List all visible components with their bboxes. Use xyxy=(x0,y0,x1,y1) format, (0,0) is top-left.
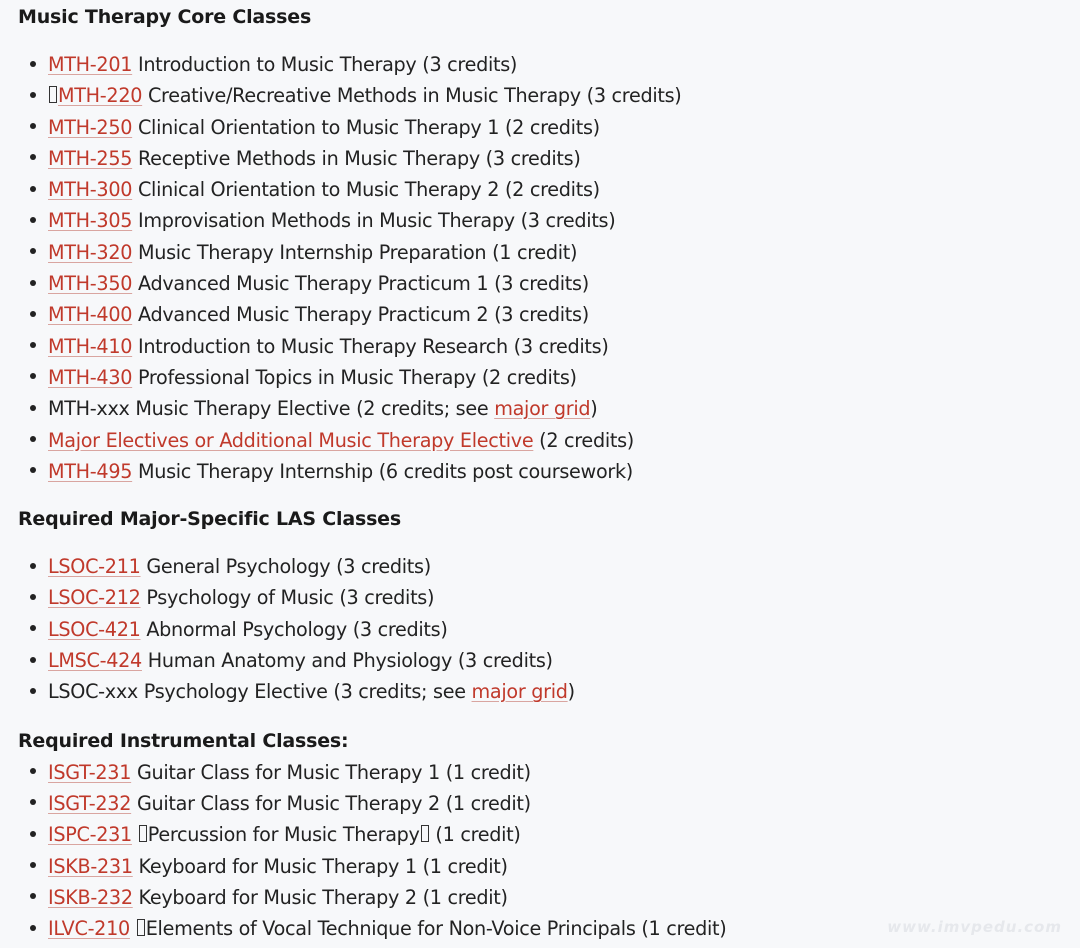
list-item xyxy=(30,299,1058,330)
course-desc: Percussion for Music Therapy xyxy=(147,823,420,847)
course-desc: Guitar Class for Music Therapy 2 (1 credit) xyxy=(131,791,531,815)
list-item xyxy=(30,393,1058,424)
course-link-mth-430[interactable]: MTH-430 xyxy=(48,365,133,389)
missing-glyph-icon xyxy=(139,825,147,842)
watermark: www.imvpedu.com xyxy=(887,918,1062,936)
spacer-text xyxy=(130,917,136,940)
list-item xyxy=(30,882,1058,913)
bullet-icon xyxy=(30,405,36,411)
bullet-icon xyxy=(30,467,36,473)
course-desc: Music Therapy Internship (6 credits post coursework) xyxy=(132,459,633,483)
bullet-icon xyxy=(30,625,36,631)
course-link-lmsc-424[interactable]: LMSC-424 xyxy=(48,649,142,673)
course-desc: Improvisation Methods in Music Therapy (3 credits) xyxy=(132,209,616,233)
list-item xyxy=(30,80,1058,111)
closing-paren: ) xyxy=(567,680,575,704)
course-desc: Keyboard for Music Therapy 1 (1 credit) xyxy=(132,854,508,878)
course-link-iskb-231[interactable]: ISKB-231 xyxy=(48,854,133,878)
course-desc: Psychology of Music (3 credits) xyxy=(140,586,435,610)
course-link-mth-300[interactable]: MTH-300 xyxy=(48,178,133,202)
course-link-mth-255[interactable]: MTH-255 xyxy=(48,146,133,170)
list-item xyxy=(30,788,1058,819)
course-desc: Human Anatomy and Physiology (3 credits) xyxy=(141,649,553,673)
course-link-mth-410[interactable]: MTH-410 xyxy=(48,334,133,358)
bullet-icon xyxy=(30,123,36,129)
course-link-isgt-232[interactable]: ISGT-232 xyxy=(48,791,132,815)
course-link-mth-220[interactable]: MTH-220 xyxy=(58,84,143,108)
closing-paren: ) xyxy=(590,397,598,421)
bullet-icon xyxy=(30,862,36,868)
las-course-list xyxy=(18,551,1058,707)
section-heading-las: Required Major-Specific LAS Classes xyxy=(18,508,401,531)
bullet-icon xyxy=(30,217,36,223)
section-heading-instrumental: Required Instrumental Classes: xyxy=(18,729,349,752)
bullet-icon xyxy=(30,831,36,837)
bullet-icon xyxy=(30,280,36,286)
course-desc: MTH-xxx Music Therapy Elective (2 credits; see xyxy=(48,397,495,421)
instrumental-course-list xyxy=(18,757,1058,945)
list-item xyxy=(30,143,1058,174)
course-link-mth-350[interactable]: MTH-350 xyxy=(48,272,133,296)
course-link-lsoc-212[interactable]: LSOC-212 xyxy=(48,586,141,610)
bullet-icon xyxy=(30,594,36,600)
course-desc: Introduction to Music Therapy Research (3 credits) xyxy=(132,334,609,358)
bullet-icon xyxy=(30,563,36,569)
bullet-icon xyxy=(30,436,36,442)
course-link-mth-250[interactable]: MTH-250 xyxy=(48,115,133,139)
list-item xyxy=(30,425,1058,456)
list-item xyxy=(30,645,1058,676)
course-desc: Clinical Orientation to Music Therapy 1 (2 credits) xyxy=(132,115,600,139)
list-item xyxy=(30,268,1058,299)
bullet-icon xyxy=(30,657,36,663)
bullet-icon xyxy=(30,688,36,694)
bullet-icon xyxy=(30,925,36,931)
course-link-mth-400[interactable]: MTH-400 xyxy=(48,303,133,327)
course-desc: Introduction to Music Therapy (3 credits) xyxy=(132,53,518,76)
course-link-iskb-232[interactable]: ISKB-232 xyxy=(48,885,133,909)
course-credit: (1 credit) xyxy=(429,823,521,847)
course-desc: Elements of Vocal Technique for Non-Voice Principals (1 credit) xyxy=(145,917,727,941)
bullet-icon xyxy=(30,799,36,805)
missing-glyph-icon xyxy=(421,825,429,842)
course-desc: Advanced Music Therapy Practicum 1 (3 credits) xyxy=(132,272,589,296)
missing-glyph-icon xyxy=(49,86,57,103)
course-desc: Clinical Orientation to Music Therapy 2 (2 credits) xyxy=(132,178,600,202)
course-link-lsoc-421[interactable]: LSOC-421 xyxy=(48,617,141,641)
list-item xyxy=(30,551,1058,582)
bullet-icon xyxy=(30,61,36,67)
core-course-list xyxy=(18,49,1058,487)
course-link-ilvc-210[interactable]: ILVC-210 xyxy=(48,917,130,941)
bullet-icon xyxy=(30,154,36,160)
list-item xyxy=(30,362,1058,393)
list-item xyxy=(30,112,1058,143)
course-desc: Creative/Recreative Methods in Music Therapy (3 credits) xyxy=(142,84,682,108)
list-item xyxy=(30,331,1058,362)
major-electives-link[interactable]: Major Electives or Additional Music Therapy Elective xyxy=(48,428,534,452)
major-grid-link[interactable]: major grid xyxy=(494,397,591,421)
course-content xyxy=(18,0,1058,944)
bullet-icon xyxy=(30,92,36,98)
list-item xyxy=(30,237,1058,268)
list-item xyxy=(30,174,1058,205)
list-item xyxy=(30,49,1058,80)
list-item xyxy=(30,819,1058,850)
bullet-icon xyxy=(30,186,36,192)
bullet-icon xyxy=(30,768,36,774)
major-grid-link[interactable]: major grid xyxy=(471,680,568,704)
course-desc: Keyboard for Music Therapy 2 (1 credit) xyxy=(132,885,508,909)
course-link-mth-305[interactable]: MTH-305 xyxy=(48,209,133,233)
bullet-icon xyxy=(30,342,36,348)
bullet-icon xyxy=(30,373,36,379)
bullet-icon xyxy=(30,311,36,317)
list-item xyxy=(30,614,1058,645)
list-item xyxy=(30,757,1058,788)
spacer-text xyxy=(132,823,138,846)
section-heading-core: Music Therapy Core Classes xyxy=(18,6,312,28)
course-desc: (2 credits) xyxy=(533,428,634,452)
list-item xyxy=(30,456,1058,487)
list-item xyxy=(30,676,1058,707)
list-item xyxy=(30,582,1058,613)
bullet-icon xyxy=(30,893,36,899)
course-link-lsoc-211[interactable]: LSOC-211 xyxy=(48,555,141,579)
course-link-mth-201[interactable]: MTH-201 xyxy=(48,53,133,76)
course-desc: Advanced Music Therapy Practicum 2 (3 credits) xyxy=(132,303,589,327)
course-desc: Music Therapy Internship Preparation (1 credit) xyxy=(132,240,578,264)
course-desc: Abnormal Psychology (3 credits) xyxy=(140,617,448,641)
course-desc: Professional Topics in Music Therapy (2 credits) xyxy=(132,365,577,389)
course-desc: Guitar Class for Music Therapy 1 (1 credit) xyxy=(131,760,531,784)
course-link-mth-495[interactable]: MTH-495 xyxy=(48,459,133,483)
course-desc: Receptive Methods in Music Therapy (3 credits) xyxy=(132,146,581,170)
course-link-isgt-231[interactable]: ISGT-231 xyxy=(48,760,132,784)
course-desc: LSOC-xxx Psychology Elective (3 credits; see xyxy=(48,680,472,704)
course-link-ispc-231[interactable]: ISPC-231 xyxy=(48,823,132,847)
course-desc: General Psychology (3 credits) xyxy=(140,555,431,579)
bullet-icon xyxy=(30,248,36,254)
course-link-mth-320[interactable]: MTH-320 xyxy=(48,240,133,264)
missing-glyph-icon xyxy=(137,919,145,936)
list-item xyxy=(30,851,1058,882)
list-item xyxy=(30,205,1058,236)
